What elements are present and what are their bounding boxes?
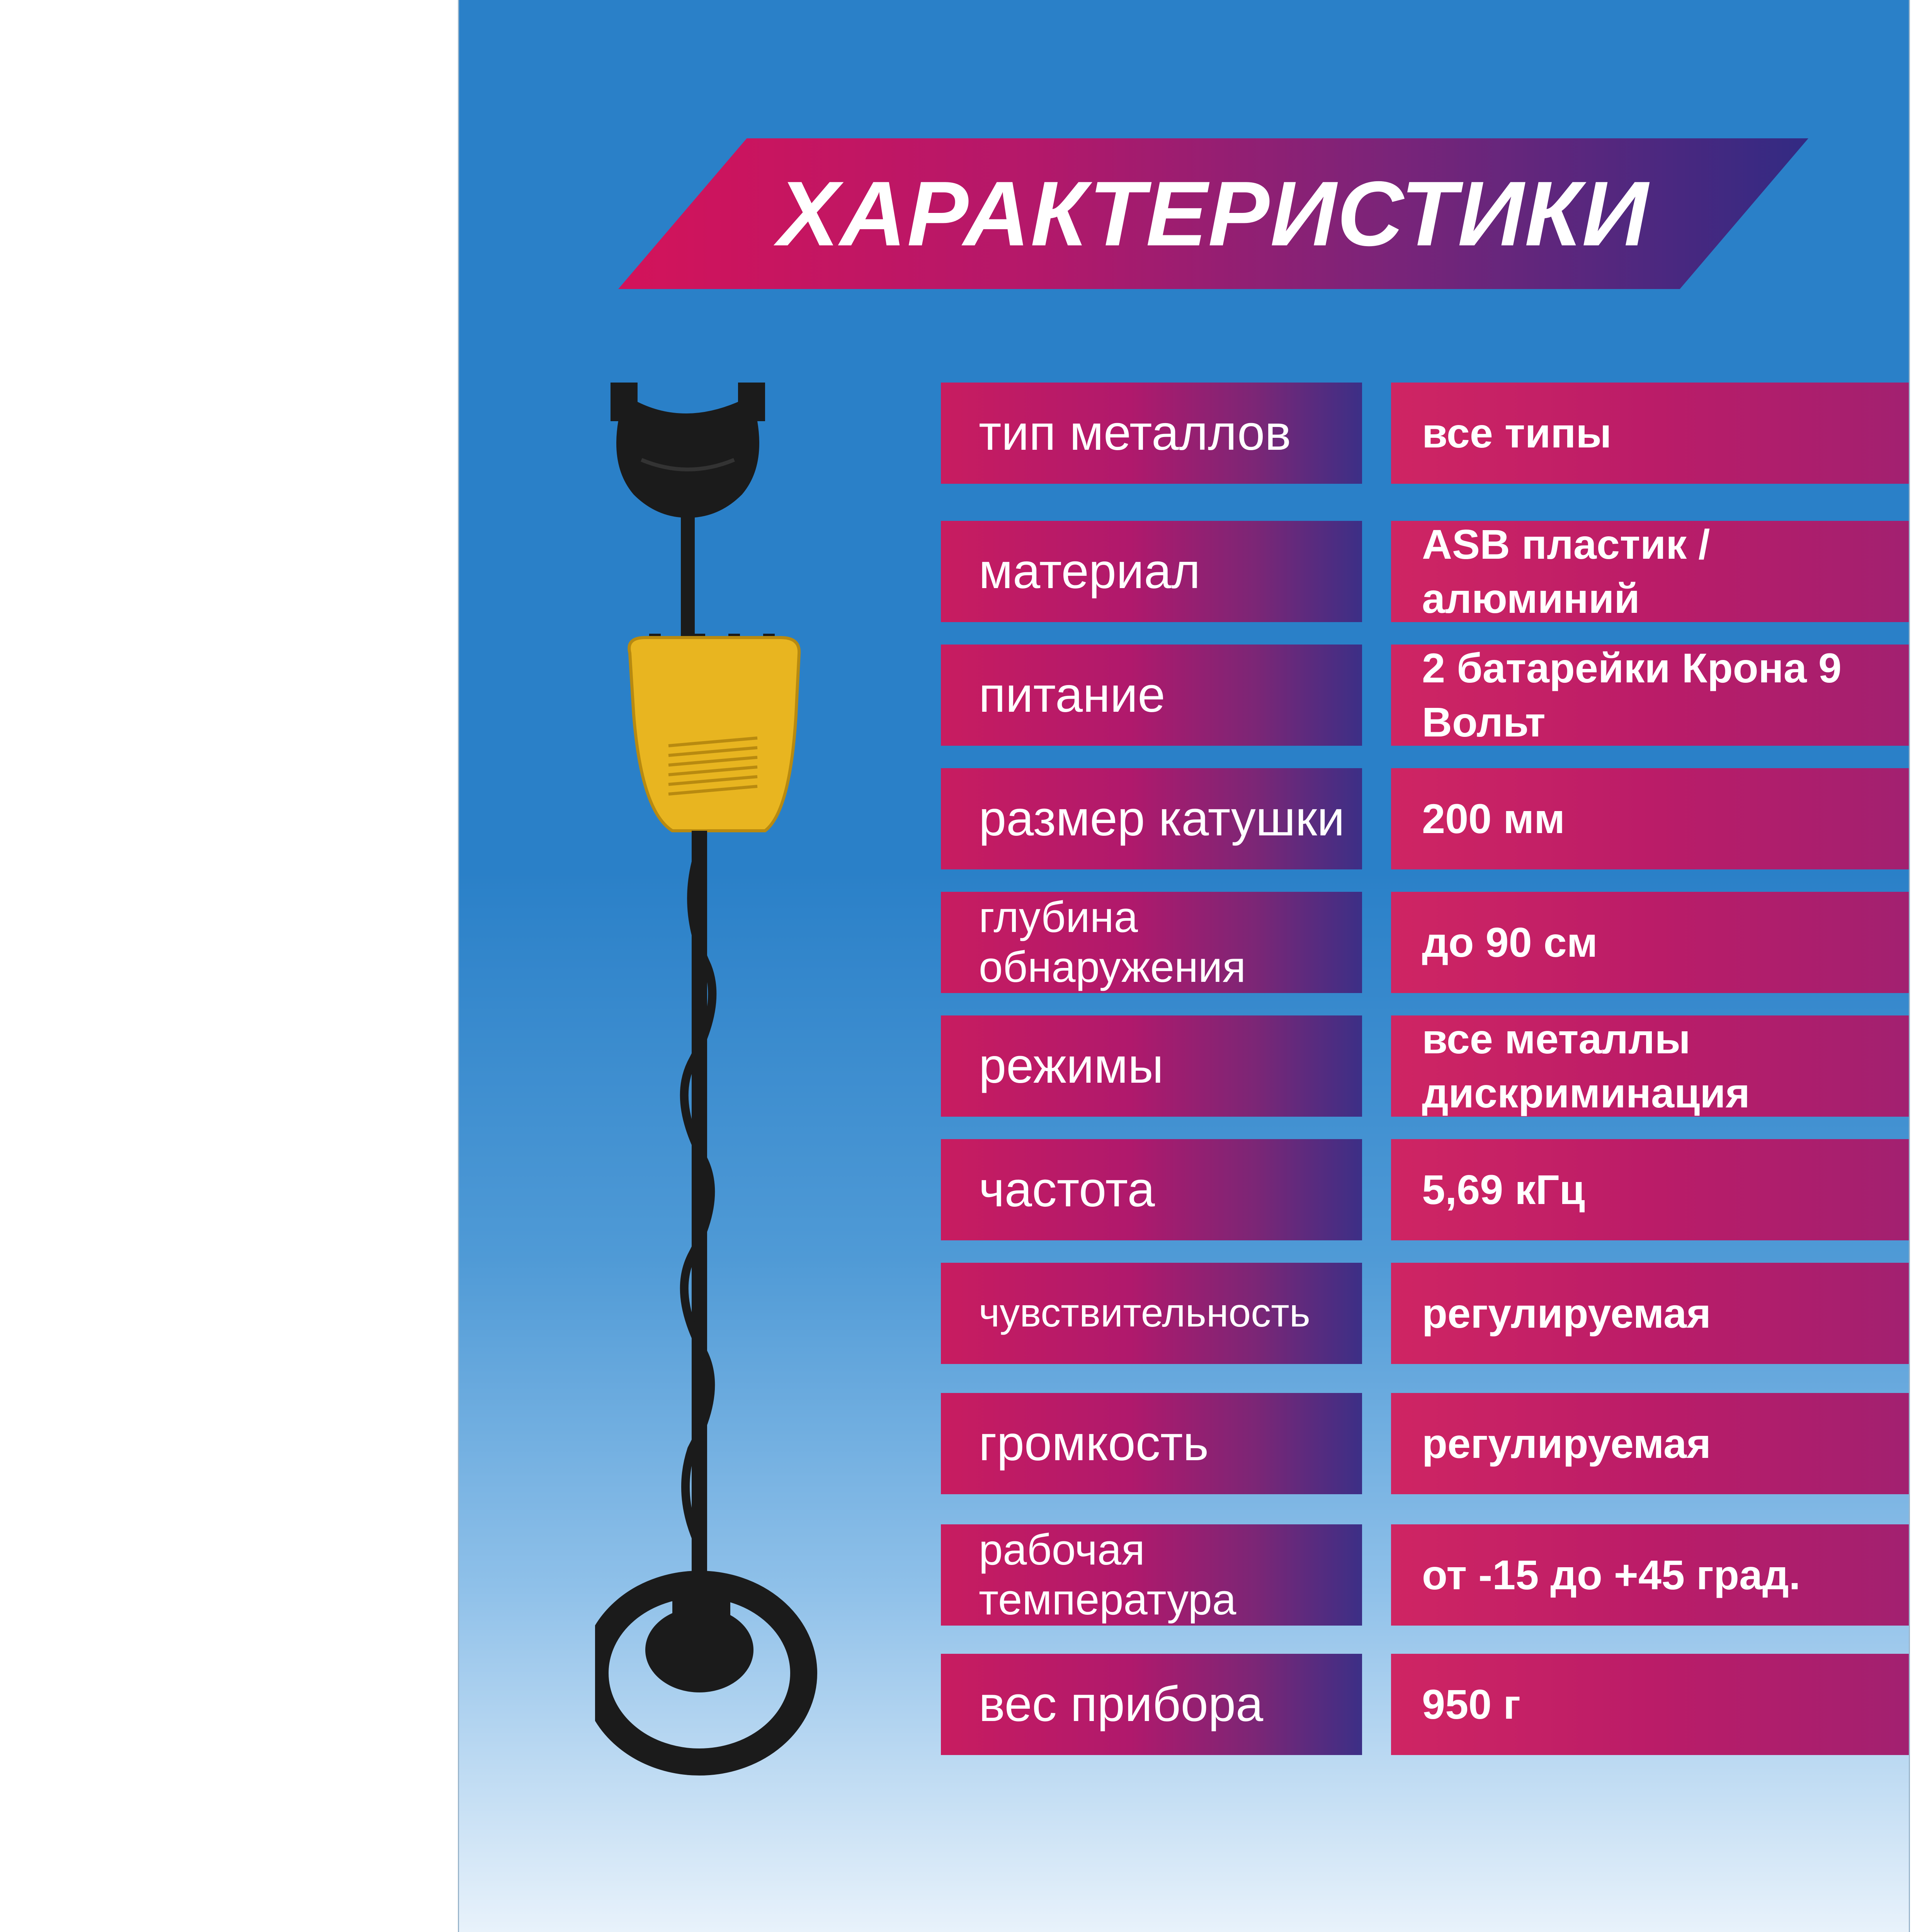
- spec-label-frequency: частота: [941, 1139, 1362, 1240]
- spec-value-material: ASB пластик / алюминий: [1391, 521, 1909, 622]
- spec-label-weight: вес прибора: [941, 1654, 1362, 1755]
- spec-label-material: материал: [941, 521, 1362, 622]
- spec-value-coil-size: 200 мм: [1391, 768, 1909, 869]
- spec-value-weight: 950 г: [1391, 1654, 1909, 1755]
- spec-label-modes: режимы: [941, 1015, 1362, 1117]
- spec-value-frequency: 5,69 кГц: [1391, 1139, 1909, 1240]
- spec-label-metal-type: тип металлов: [941, 383, 1362, 484]
- spec-label-operating-temperature: рабочая температура: [941, 1524, 1362, 1626]
- spec-value-power: 2 батарейки Крона 9 Вольт: [1391, 645, 1909, 746]
- spec-label-sensitivity: чувствительность: [941, 1263, 1362, 1364]
- spec-label-detection-depth: глубина обнаружения: [941, 892, 1362, 993]
- spec-label-coil-size: размер катушки: [941, 768, 1362, 869]
- spec-label-volume: громкость: [941, 1393, 1362, 1494]
- spec-value-operating-temperature: от -15 до +45 град.: [1391, 1524, 1909, 1626]
- spec-value-sensitivity: регулируемая: [1391, 1263, 1909, 1364]
- spec-value-detection-depth: до 90 см: [1391, 892, 1909, 993]
- page-title: ХАРАКТЕРИСТИКИ: [777, 162, 1649, 265]
- spec-value-modes: все металлы дискриминация: [1391, 1015, 1909, 1117]
- metal-detector-icon: [595, 367, 835, 1789]
- spec-label-power: питание: [941, 645, 1362, 746]
- spec-value-metal-type: все типы: [1391, 383, 1909, 484]
- spec-value-volume: регулируемая: [1391, 1393, 1909, 1494]
